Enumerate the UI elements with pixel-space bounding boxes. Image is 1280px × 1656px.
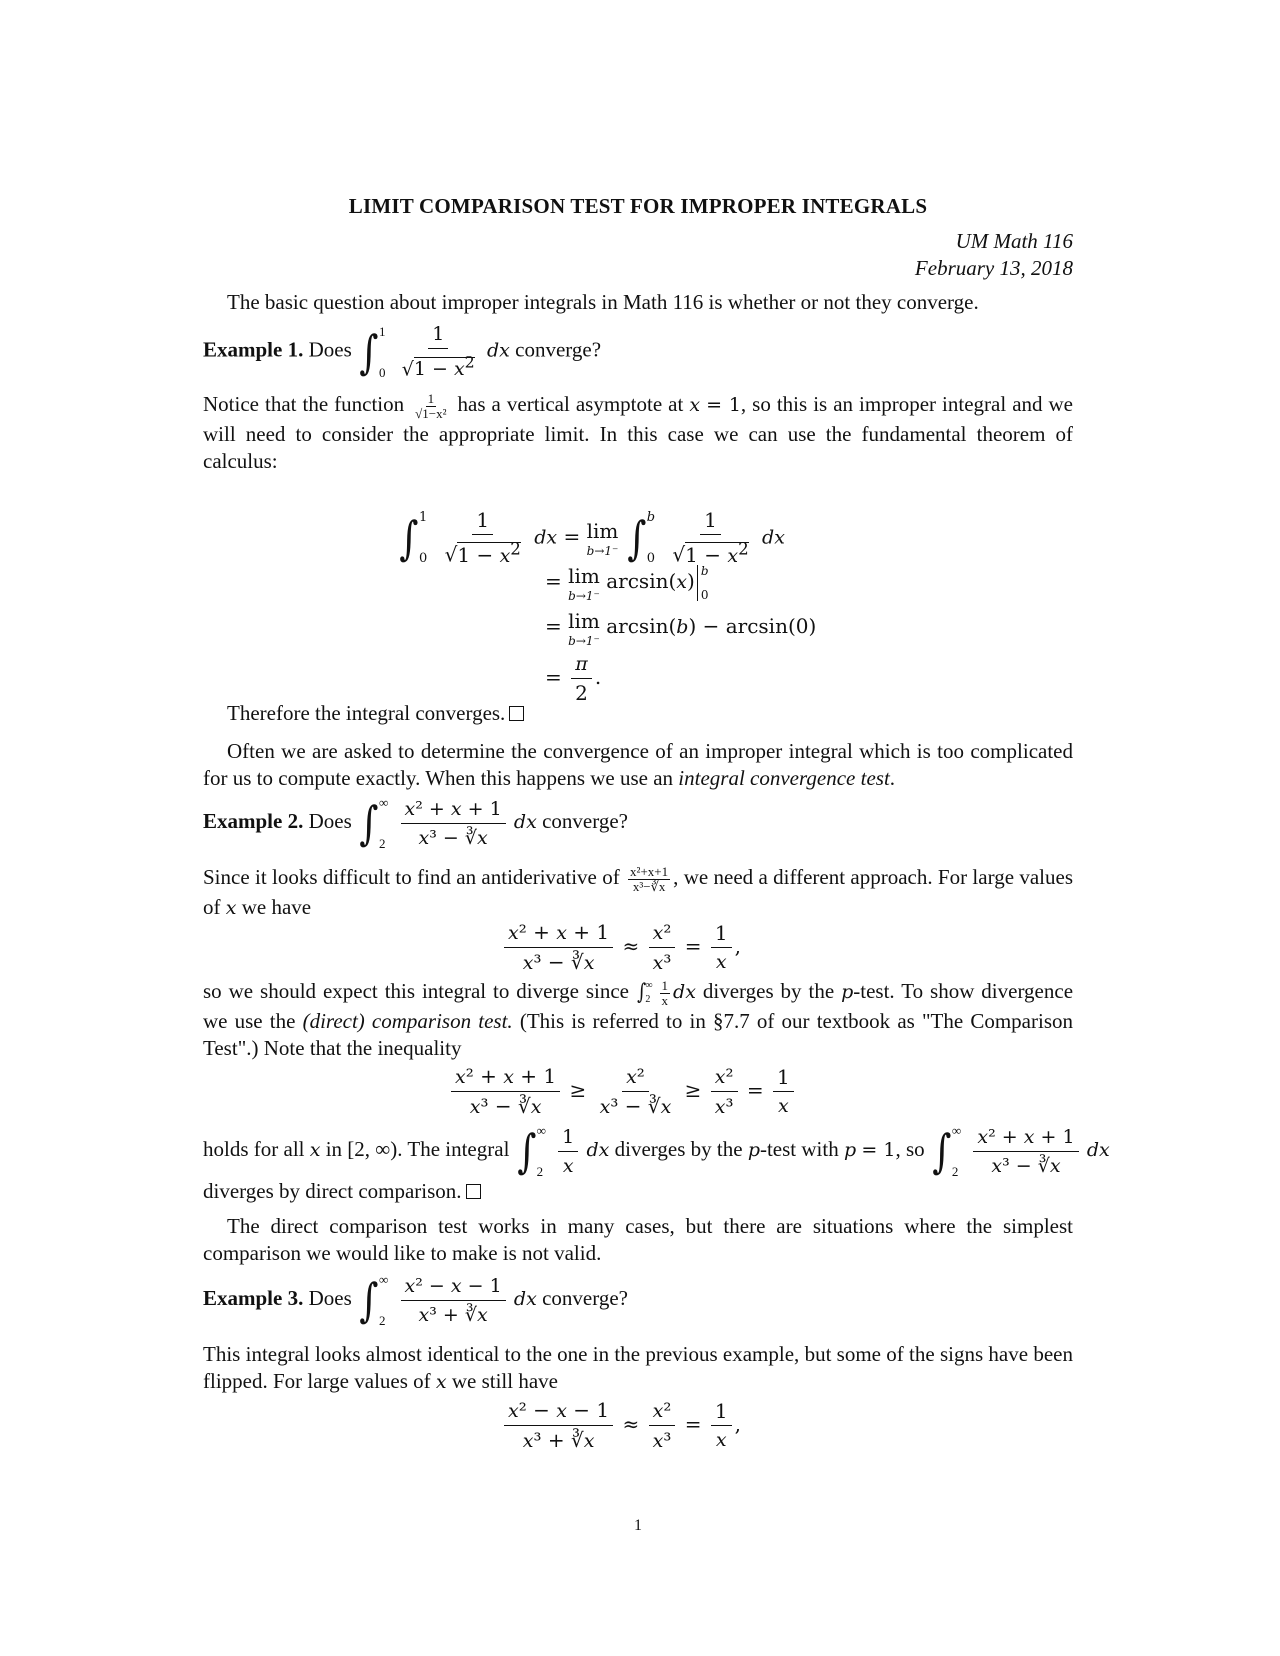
example-3-text: This integral looks almost identical to the one in the previous example, but some of the signs have been flipped. For large values of x we still have (203, 1342, 1073, 1393)
document-meta (915, 228, 1073, 282)
example-1-statement: Example 1. Does ∫ 1 0 $\frac{1}{√1 - x^2}$ dx converge? (203, 323, 602, 381)
integral-0-1: ∫ 1 0 (359, 323, 386, 380)
paragraph-convergence-test: Often we are asked to determine the convergence of an improper integral which is too complicated for us to compute exactly. When this happens we use an integral convergence test. (203, 739, 1073, 790)
example-2-conclusion: diverges by direct comparison. (203, 1178, 1073, 1205)
example-2-holds: holds for all x in [2, ∞). The integral ∫ ∞ 2 $\frac{1}{x}$ dx diverges by the p-test with p = 1, so ∫ ∞ 2 $\frac{\text{x² + x + 1}}{\text{x³ − ∛x}}$ dx (203, 1123, 1110, 1179)
example-2-since: Since it looks difficult to find an antiderivative of $\frac{\text{x²+x+1}}{\text{x³−∛x}}$ , we need a different approach. For large values of x we have (203, 863, 1074, 919)
page-title: LIMIT COMPARISON TEST FOR IMPROPER INTEGRALS (348, 194, 928, 218)
example-1-label: Example 1. (203, 337, 304, 362)
example-2-expect: so we should expect this integral to diverge since ∫ ∞ 2 $\frac{1}{x}$ dx diverges by the p-test. To show divergence we use the (direct) comparison test. (This is referred to in §7.7 of our textbook as "The Comparison Test".) Note that the inequality (203, 977, 1074, 1060)
example-3-statement: Example 3. Does ∫ ∞ 2 $\frac{\text{x² − x − 1}}{\text{x³ + ∛x}}$ dx converge? (203, 1272, 628, 1328)
intro-paragraph: The basic question about improper integrals in Math 116 is whether or not they converge. (227, 290, 979, 314)
paragraph-direct-comparison: The direct comparison test works in many cases, but there are situations where the simplest comparison we would like to make is not valid. (203, 1214, 1073, 1265)
example-2-statement: Example 2. Does ∫ ∞ 2 $\frac{\text{x² + x + 1}}{\text{x³ − ∛x}}$ dx converge? (203, 795, 628, 851)
qed-box (466, 1184, 481, 1199)
example-1-conclusion: Therefore the integral converges. (203, 700, 1073, 727)
page-number: 1 (634, 1517, 642, 1534)
example-3-approximation: $\frac{\text{x² − x − 1}}{\text{x³ + ∛x}}$ ≈ $\frac{\text{x²}}{\text{x³}}$ = $\frac{1}{x}$ , (501, 1398, 741, 1453)
example-1-converge: converge? (515, 337, 602, 362)
course-name: UM Math 116 (955, 229, 1073, 253)
qed-box (509, 706, 524, 721)
example-1-notice: Notice that the function $\frac{1}{\text{√1−x²}}$ has a vertical asymptote at x = 1, so this is an improper integral and we will need to consider the appropriate limit. In this case we can use the fundamental theorem of calculus: (203, 390, 1074, 473)
document-date: February 13, 2018 (914, 256, 1073, 280)
fraction-1-over-sqrt: $\frac{1}{√1 - x^2}$ (401, 323, 475, 381)
example-2-inequality: $\frac{\text{x² + x + 1}}{\text{x³ − ∛x}}$ ≥ $\frac{\text{x²}}{\text{x³ − ∛x}}$ ≥ $\frac{\text{x²}}{\text{x³}}$ = $\frac{1}{x}$ (448, 1064, 797, 1119)
example-2-approximation: $\frac{\text{x² + x + 1}}{\text{x³ − ∛x}}$ ≈ $\frac{\text{x²}}{\text{x³}}$ = $\frac{1}{x}$ , (501, 920, 741, 975)
example-1-does: Does (308, 337, 352, 362)
